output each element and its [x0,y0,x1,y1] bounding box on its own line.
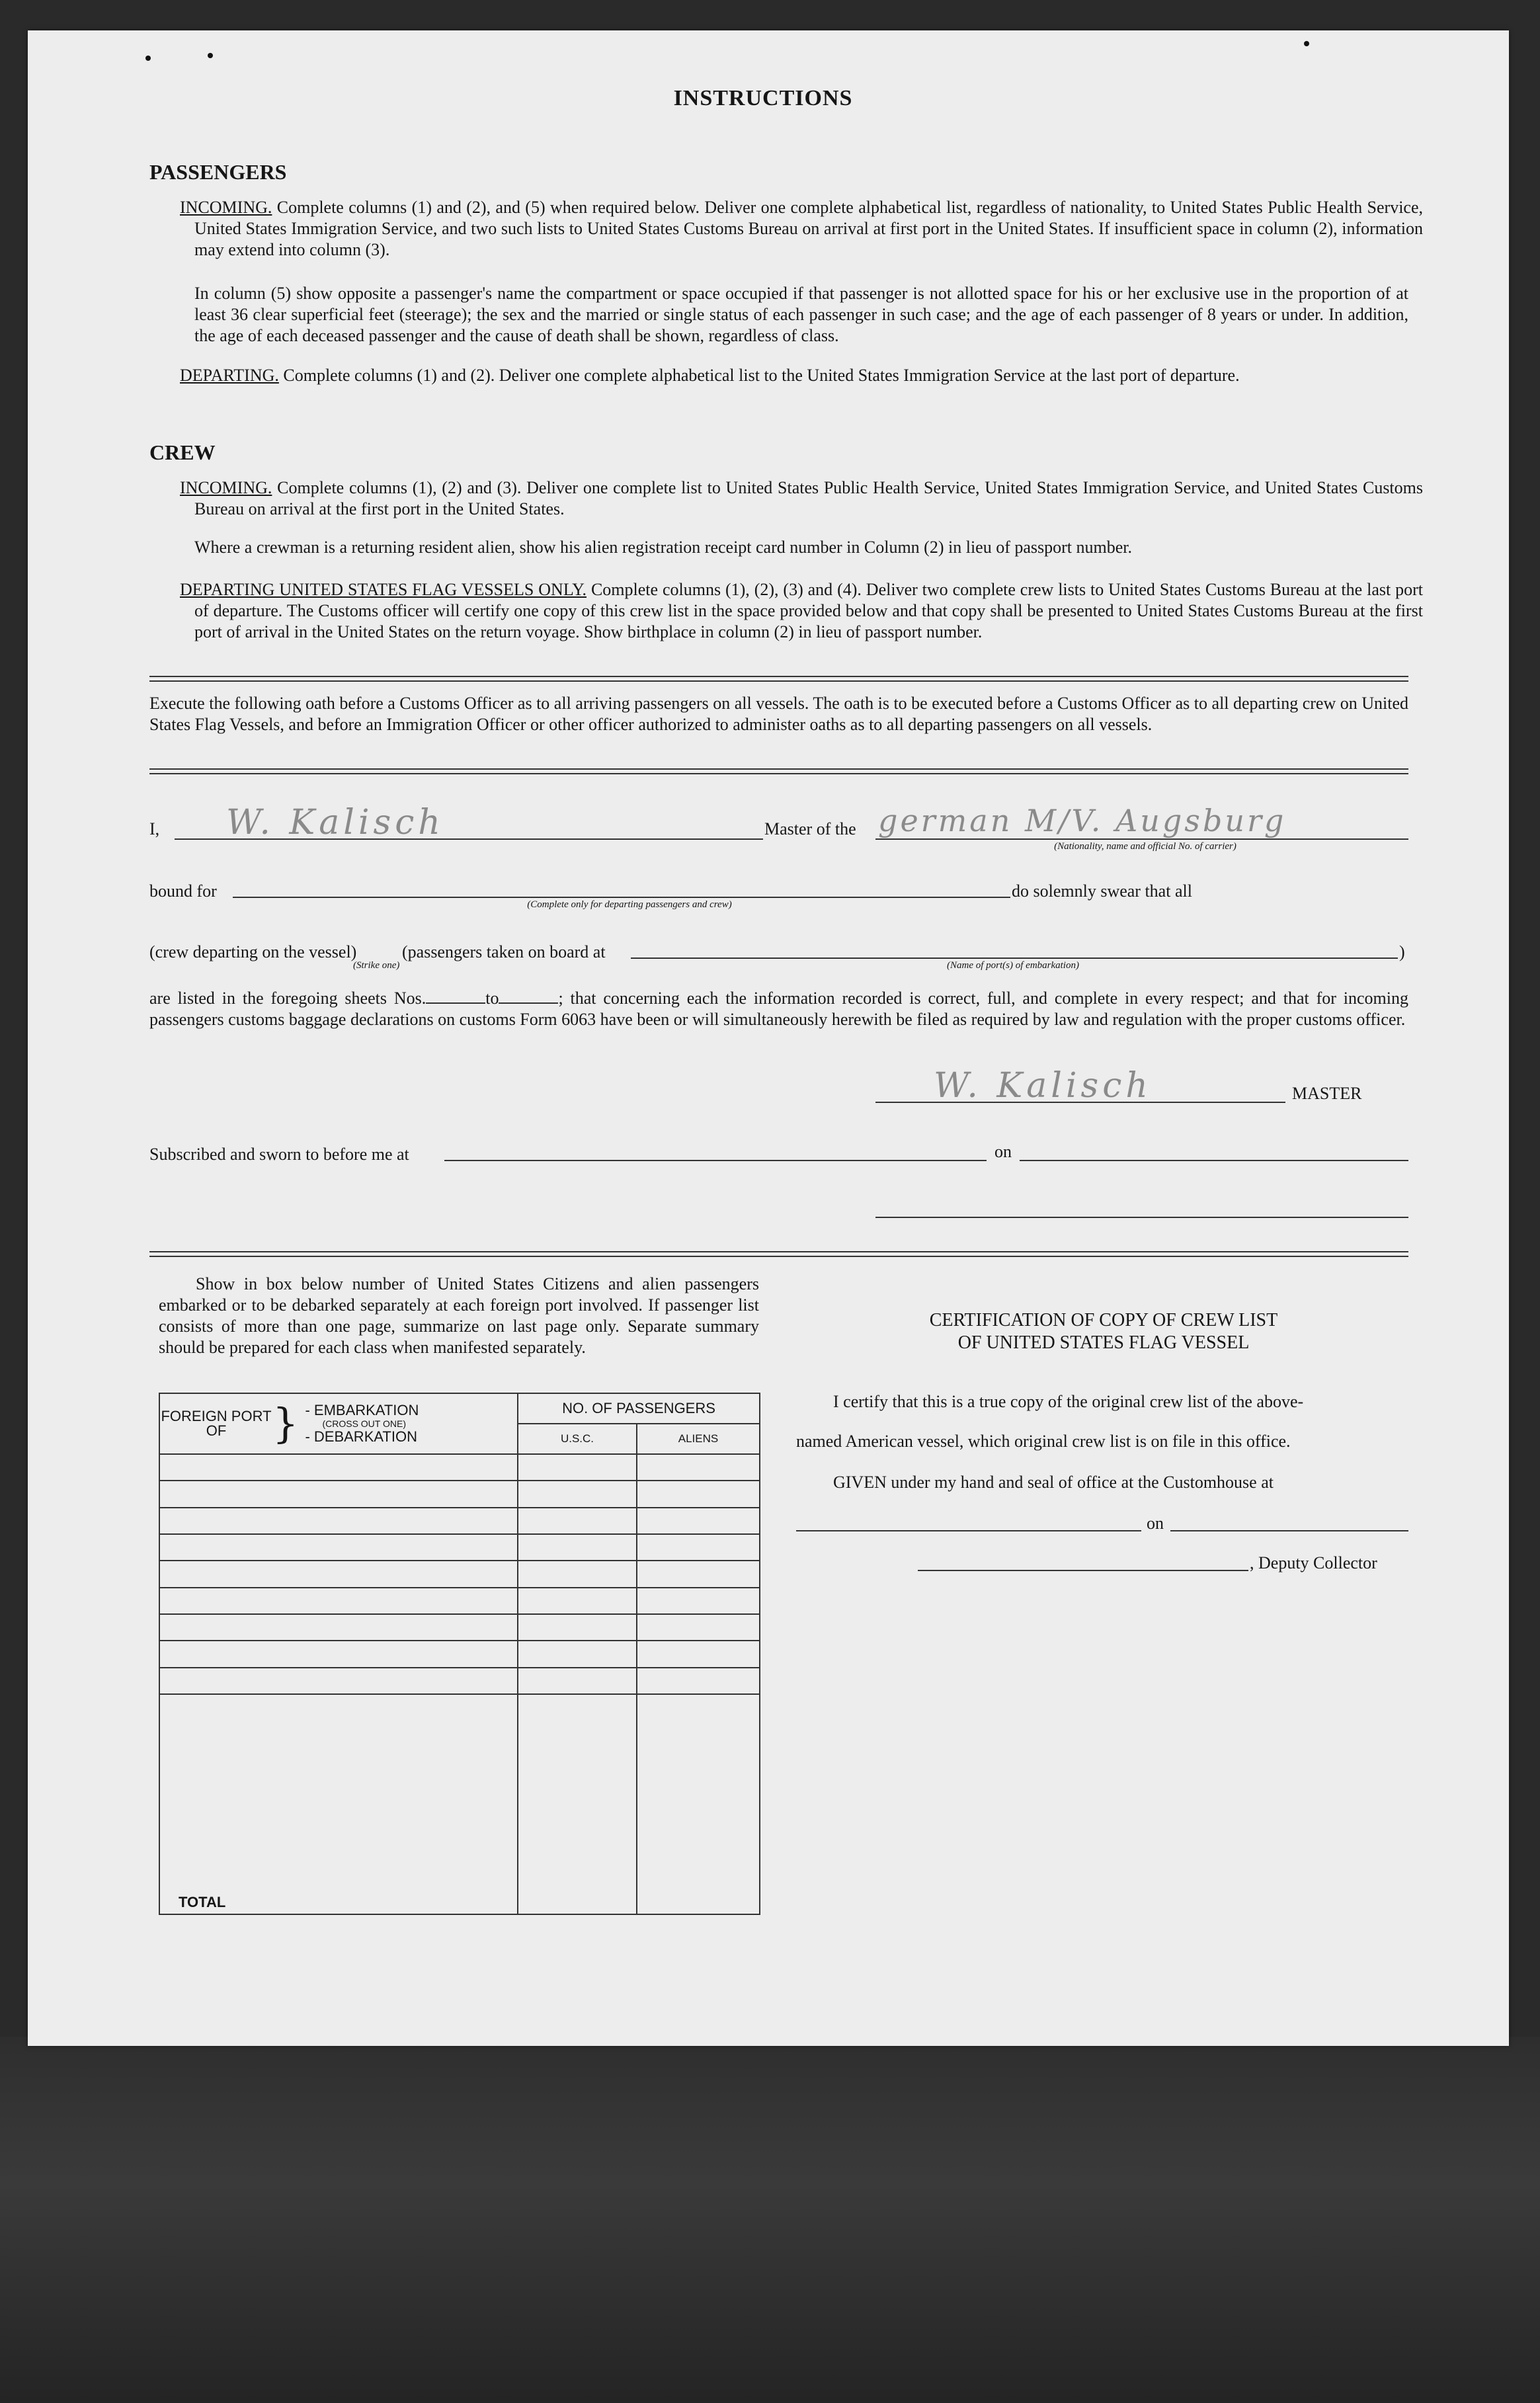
certification-on-label: on [1147,1514,1164,1533]
customhouse-line [796,1530,1141,1531]
aliens-cell[interactable] [637,1614,760,1641]
total-usc-cell[interactable] [518,1694,637,1914]
passengers-incoming-paragraph [180,197,1423,261]
vessel-handwritten: german M/V. Augsburg [878,803,1287,838]
aliens-cell[interactable] [637,1454,760,1481]
page-title: INSTRUCTIONS [673,86,853,110]
crew-incoming-text: Complete columns (1), (2) and (3). Deliver one complete list to United States Public Health Service, United States Immigration Service, and United States Customs Bureau on arrival at the first port in the United States. [194,478,1424,518]
sheet-from-field[interactable] [426,1002,485,1004]
subscribed-date-line [1020,1160,1408,1161]
usc-cell[interactable] [518,1614,637,1641]
section-divider [149,768,1408,774]
listed-prefix: are listed in the foregoing sheets Nos. [149,989,426,1008]
swear-label: do solemnly swear that all [1012,881,1192,901]
certify-line2: named American vessel, which original crew list is on file in this office. [796,1432,1291,1451]
strike-caption: (Strike one) [353,960,400,971]
table-row [159,1534,760,1561]
usc-cell[interactable] [518,1588,637,1614]
vessel-line [875,838,1408,840]
deputy-signature-line [918,1570,1248,1571]
port-cell[interactable] [159,1614,518,1641]
crew-departing-label: (crew departing on the vessel) [149,942,357,961]
document-page [28,30,1509,2046]
bound-for-line [233,897,1010,898]
aliens-header: ALIENS [637,1424,760,1454]
crew-departing-label: DEPARTING UNITED STATES FLAG VESSELS ONLY. [180,580,587,599]
to-label: to [485,989,499,1008]
usc-cell[interactable] [518,1481,637,1507]
summary-instructions: Show in box below number of United States Citizens and alien passengers embarked or to be debarked separately at each foreign port involved. If passenger list consists of more than one page, summarize on last page only. Separate summary should be prepared for each class when manifested separately. [159,1274,759,1357]
oath-intro: Execute the following oath before a Customs Officer as to all arriving passengers on all vessels. The oath is to be executed before a Customs Officer as to all departing crew on United States Flag Vessels, and before an Immigration Officer or other officer authorized to administer oaths as to all departing passengers on all vessels. [149,694,1408,734]
port-cell[interactable] [159,1668,518,1694]
aliens-cell[interactable] [637,1588,760,1614]
certification-date-line [1170,1530,1408,1531]
usc-cell[interactable] [518,1561,637,1587]
oath-listed-paragraph [149,988,1408,1030]
certification-heading [799,1309,1408,1354]
passengers-departing-text: Complete columns (1) and (2). Deliver one complete alphabetical list to the United States Immigration Service at the last port of departure. [283,366,1240,385]
table-row [159,1508,760,1534]
aliens-cell[interactable] [637,1508,760,1534]
oath-i-label: I, [149,819,160,838]
master-label: MASTER [1292,1084,1362,1103]
total-row [159,1694,760,1914]
crew-departing-paragraph [180,579,1423,643]
ports-line [631,957,1398,959]
embarkation-label: - EMBARKATION [305,1402,419,1418]
port-cell[interactable] [159,1641,518,1667]
close-paren: ) [1399,942,1405,961]
port-cell[interactable] [159,1561,518,1587]
master-signature-handwritten: W. Kalisch [934,1066,1152,1106]
ports-caption: (Name of port(s) of embarkation) [947,960,1079,971]
usc-cell[interactable] [518,1668,637,1694]
usc-cell[interactable] [518,1454,637,1481]
crew-incoming-paragraph [180,477,1423,520]
usc-cell[interactable] [518,1508,637,1534]
passengers-column5-paragraph: In column (5) show opposite a passenger's name the compartment or space occupied if that passenger is not allotted space for his or her exclusive use in the proportion of at least 36 clear superficial feet (steerage); the sex and the married or single status of each passenger in such case; and the age of each passenger of 8 years or under. In addition, the age of each deceased passenger and the cause of death shall be shown, regardless of class. [194,284,1408,345]
foreign-port-label: FOREIGN PORT OF [161,1408,272,1439]
certify-line1: I certify that this is a true copy of the original crew list of the above- [833,1392,1304,1411]
passengers-incoming-label: INCOMING. [180,198,272,217]
table-row [159,1668,760,1694]
no-of-passengers-header: NO. OF PASSENGERS [518,1393,760,1424]
table-row [159,1481,760,1507]
port-cell[interactable] [159,1454,518,1481]
passengers-departing-paragraph [180,365,1423,386]
port-cell[interactable] [159,1508,518,1534]
subscribed-place-line [444,1160,987,1161]
master-of-label: Master of the [764,819,856,838]
passenger-summary-table [159,1393,760,1915]
passengers-taken-label: (passengers taken on board at [402,942,606,961]
crew-incoming-label: INCOMING. [180,478,272,497]
scan-speck [208,53,213,58]
passengers-incoming-text: Complete columns (1) and (2), and (5) when required below. Deliver one complete alphabetical list, regardless of nationality, to United States Public Health Service, United States Immigration Service, and two such lists to United States Customs Bureau on arrival at first port in the United States. If insufficient space in column (2), information may extend into column (3). [194,198,1424,259]
listed-rest: ; that concerning each the information recorded is correct, full, and complete in every respect; and that for incoming passengers customs baggage declarations on customs Form 6063 have been or will simultaneously herewith be filed as required by law and regulation with the proper customs officer. [149,989,1408,1029]
bound-caption: (Complete only for departing passengers and crew) [527,899,732,910]
aliens-cell[interactable] [637,1641,760,1667]
usc-header: U.S.C. [518,1424,637,1454]
table-row [159,1454,760,1481]
debarkation-label: - DEBARKATION [305,1428,417,1445]
section-divider [149,1251,1408,1257]
scan-speck [1304,41,1309,46]
total-label: TOTAL [159,1694,518,1914]
crew-resident-paragraph: Where a crewman is a returning resident alien, show his alien registration receipt card number in Column (2) in lieu of passport number. [194,538,1133,557]
crew-heading: CREW [149,440,216,464]
deputy-collector-label: , Deputy Collector [1250,1553,1377,1572]
port-cell[interactable] [159,1481,518,1507]
table-row [159,1614,760,1641]
passengers-heading: PASSENGERS [149,160,287,184]
certification-heading-line1: CERTIFICATION OF COPY OF CREW LIST [929,1310,1278,1330]
master-name-handwritten: W. Kalisch [226,803,444,842]
port-cell[interactable] [159,1534,518,1561]
usc-cell[interactable] [518,1641,637,1667]
passengers-departing-label: DEPARTING. [180,366,279,385]
aliens-cell[interactable] [637,1668,760,1694]
section-divider [149,676,1408,682]
usc-cell[interactable] [518,1534,637,1561]
aliens-cell[interactable] [637,1561,760,1587]
table-row [159,1588,760,1614]
table-row [159,1641,760,1667]
foreign-port-header [159,1393,518,1454]
subscribed-on-label: on [994,1142,1012,1161]
officer-signature-line [875,1217,1408,1218]
aliens-cell[interactable] [637,1481,760,1507]
scan-background [0,2037,1540,2403]
total-aliens-cell[interactable] [637,1694,760,1914]
vessel-caption: (Nationality, name and official No. of carrier) [1054,841,1236,852]
sheet-to-field[interactable] [499,1002,558,1004]
port-cell[interactable] [159,1588,518,1614]
certification-heading-line2: OF UNITED STATES FLAG VESSEL [957,1332,1250,1353]
bound-for-label: bound for [149,881,217,901]
cross-out-label: (CROSS OUT ONE) [322,1418,406,1429]
scan-speck [145,56,151,61]
table-row [159,1561,760,1587]
given-text: GIVEN under my hand and seal of office at the Customhouse at [833,1473,1274,1492]
aliens-cell[interactable] [637,1534,760,1561]
subscribed-label: Subscribed and sworn to before me at [149,1145,409,1164]
crew-departing-text: Complete columns (1), (2), (3) and (4). Deliver two complete crew lists to United States Customs Bureau at the last port of departure. The Customs officer will certify one copy of this crew list in the space provided below and that copy shall be presented to United States Customs Bureau at the first port of arrival in the United States on the return voyage. Show birthplace in column (2) in lieu of passport number. [194,580,1423,641]
brace-icon: } [272,1399,299,1447]
